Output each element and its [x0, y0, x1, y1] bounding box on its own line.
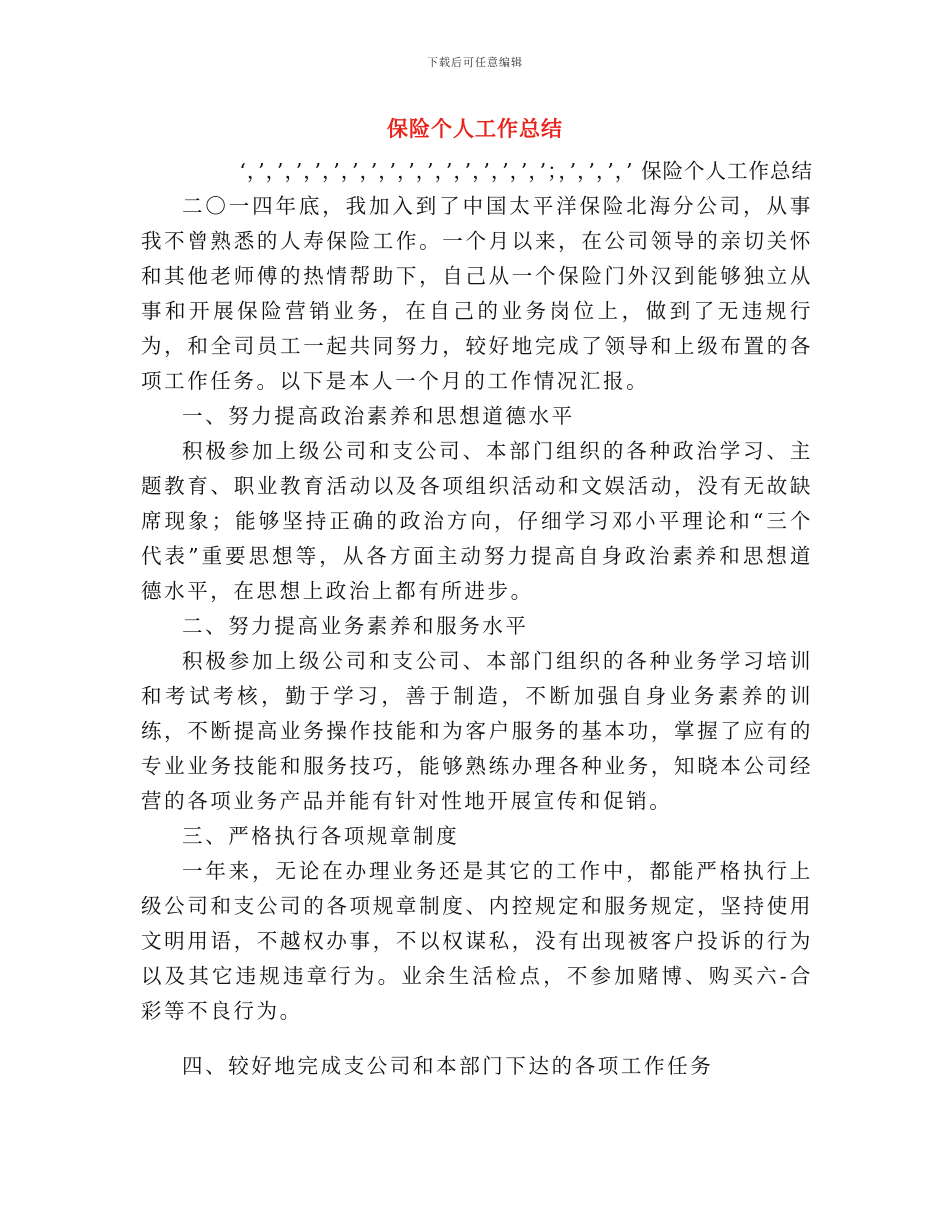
subtitle-line: ‘，’，’，’，’，’，’，’，’，’，’，’，’，’，’，’，’；，’，’，’，’ 保险个人工作总结: [239, 159, 813, 183]
header-note: 下载后可任意编辑: [427, 56, 523, 69]
paragraph-section-3: 一年来，无论在办理业务还是其它的工作中，都能严格执行上级公司和支公司的各项规章制度、内控规定和服务规定，坚持使用文明用语，不越权办事，不以权谋私，没有出现被客户投诉的行为以及其它违规违章行为。业余生活检点，不参加赌博、购买六-合彩等不良行为。: [141, 859, 813, 1023]
paragraph-section-1: 积极参加上级公司和支公司、本部门组织的各种政治学习、主题教育、职业教育活动以及各项组织活动和文娱活动，没有无故缺席现象；能够坚持正确的政治方向，仔细学习邓小平理论和“三个代表”重要思想等，从各方面主动努力提高自身政治素养和思想道德水平，在思想上政治上都有所进步。: [141, 439, 813, 603]
section-heading-2: 二、努力提高业务素养和服务水平: [182, 614, 529, 638]
paragraph-intro: 二〇一四年底，我加入到了中国太平洋保险北海分公司，从事我不曾熟悉的人寿保险工作。一个月以来，在公司领导的亲切关怀和其他老师傅的热情帮助下，自己从一个保险门外汉到能够独立从事和开展保险营销业务，在自己的业务岗位上，做到了无违规行为，和全司员工一起共同努力，较好地完成了领导和上级布置的各项工作任务。以下是本人一个月的工作情况汇报。: [141, 194, 813, 393]
document-title: 保险个人工作总结: [387, 116, 563, 141]
document-body: [141, 154, 813, 1084]
section-heading-1: 一、努力提高政治素养和思想道德水平: [182, 404, 575, 428]
section-heading-3: 三、严格执行各项规章制度: [182, 824, 460, 848]
section-heading-4: 四、较好地完成支公司和本部门下达的各项工作任务: [182, 1054, 714, 1078]
paragraph-section-2: 积极参加上级公司和支公司、本部门组织的各种业务学习培训和考试考核，勤于学习，善于制造，不断加强自身业务素养的训练，不断提高业务操作技能和为客户服务的基本功，掌握了应有的专业业务技能和服务技巧，能够熟练办理各种业务，知晓本公司经营的各项业务产品并能有针对性地开展宣传和促销。: [141, 649, 813, 813]
